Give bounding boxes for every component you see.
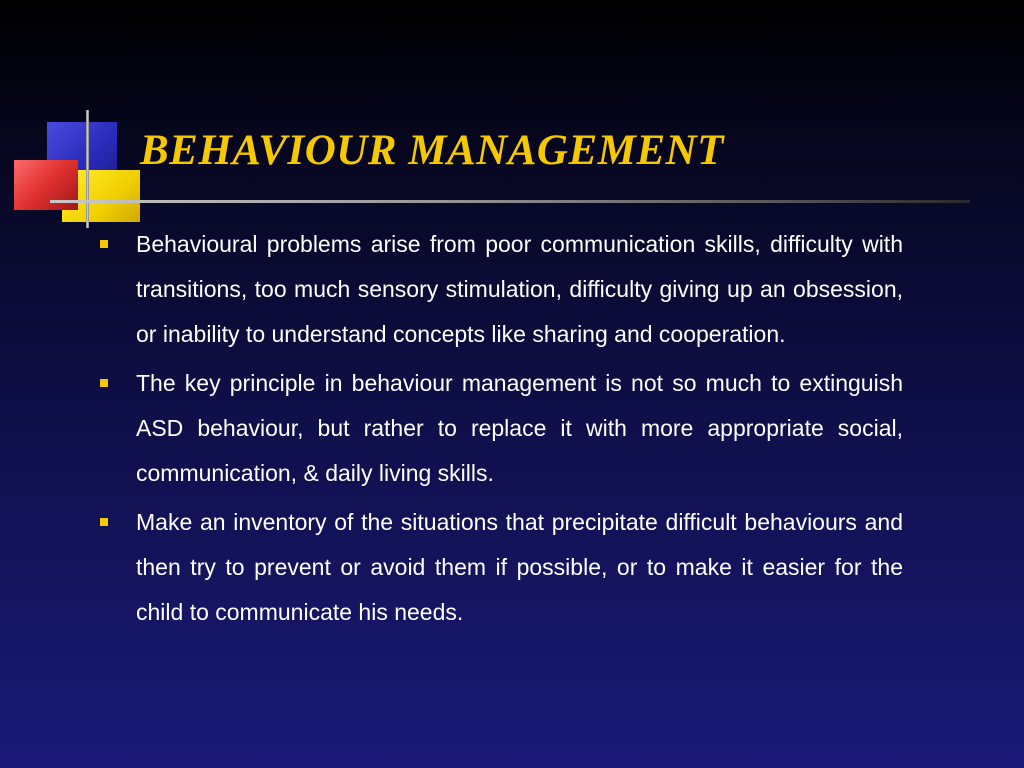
bullet-square-icon	[100, 240, 108, 248]
title-underline	[50, 200, 970, 203]
bullet-item	[98, 361, 903, 496]
bullet-square-icon	[100, 518, 108, 526]
decorative-squares	[0, 0, 160, 240]
bullet-text: Make an inventory of the situations that precipitate difficult behaviours and then try to prevent or avoid them if possible, or to make it easier for the child to communicate his needs.	[136, 509, 903, 625]
bullet-text: Behavioural problems arise from poor communication skills, difficulty with transitions, too much sensory stimulation, difficulty giving up an obsession, or inability to understand concepts like sharing and cooperation.	[136, 231, 903, 347]
bullet-item	[98, 500, 903, 635]
bullet-text: The key principle in behaviour management is not so much to extinguish ASD behaviour, but rather to replace it with more appropriate social, communication, & daily living skills.	[136, 370, 903, 486]
bullet-item	[98, 222, 903, 357]
bullet-list	[98, 222, 903, 639]
vertical-divider-line	[86, 110, 89, 228]
slide-title: BEHAVIOUR MANAGEMENT	[140, 127, 724, 174]
bullet-square-icon	[100, 379, 108, 387]
